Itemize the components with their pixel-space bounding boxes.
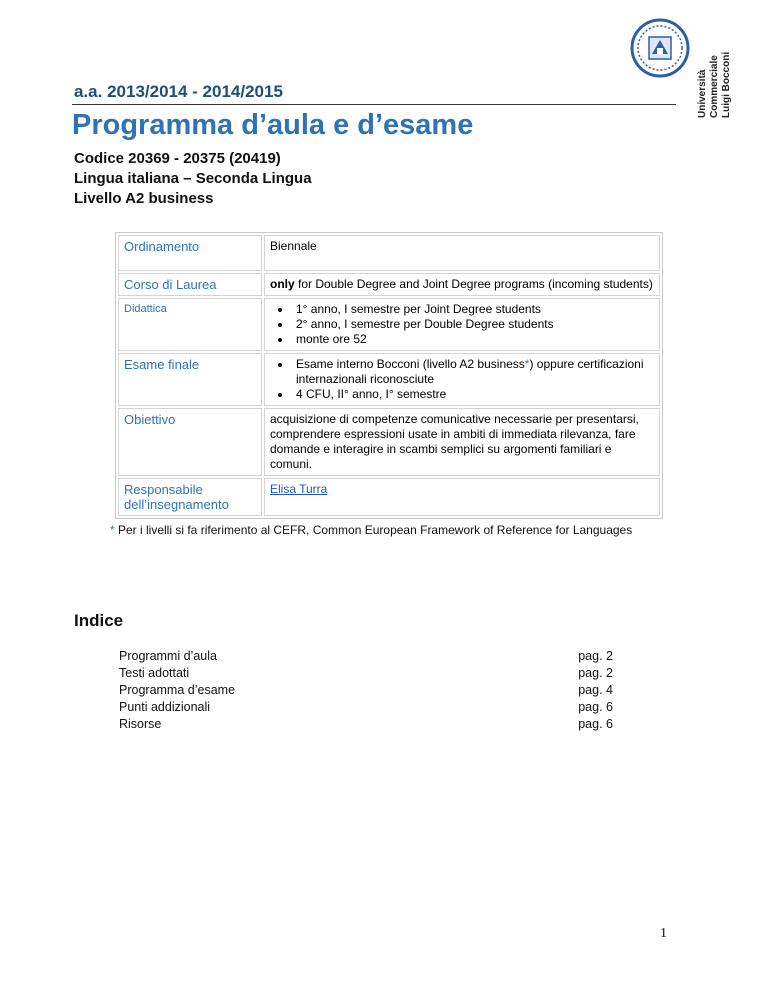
asterisk-mark: * — [524, 357, 530, 371]
table-row — [118, 235, 660, 271]
row-label-obiettivo: Obiettivo — [118, 408, 262, 476]
footnote-text: Per i livelli si fa riferimento al CEFR, Common European Framework of Reference for Languages — [114, 523, 633, 537]
academic-year: a.a. 2013/2014 - 2014/2015 — [74, 82, 283, 101]
row-label-corso: Corso di Laurea — [118, 273, 262, 296]
index-entry-page: pag. 4 — [578, 683, 613, 697]
table-row — [118, 478, 660, 516]
index-list — [119, 648, 613, 733]
footnote-asterisk: * — [110, 523, 115, 537]
index-entry-page: pag. 2 — [578, 649, 613, 663]
list-item[interactable] — [119, 699, 613, 716]
index-entry-label: Programma d’esame — [119, 683, 236, 697]
course-code: Codice 20369 - 20375 (20419) — [74, 150, 281, 167]
row-value-corso — [264, 273, 660, 296]
list-item[interactable] — [119, 682, 613, 699]
list-item: • 1° anno, I semestre per Joint Degree students — [292, 302, 654, 317]
corso-value-bold: only — [270, 277, 295, 291]
index-entry-page: pag. 2 — [578, 666, 613, 680]
table-row — [118, 353, 660, 406]
list-item — [292, 357, 654, 387]
university-logo — [630, 18, 690, 78]
row-label-didattica: Didattica — [118, 298, 262, 351]
list-item: • monte ore 52 — [292, 332, 654, 347]
list-item[interactable] — [119, 716, 613, 733]
list-item: • 4 CFU, II° anno, I° semestre — [292, 387, 654, 402]
row-value-responsabile — [264, 478, 660, 516]
course-info-table — [115, 232, 663, 519]
university-name-line2: Luigi Bocconi — [721, 51, 732, 118]
row-label-ordinamento: Ordinamento — [118, 235, 262, 271]
index-entry-label: Testi adottati — [119, 666, 190, 680]
university-name-line1: Università Commerciale — [697, 55, 720, 118]
row-value-didattica — [264, 298, 660, 351]
index-entry-label: Risorse — [119, 717, 162, 731]
university-name-vertical — [697, 8, 732, 118]
row-value-esame — [264, 353, 660, 406]
page-number: 1 — [660, 926, 667, 941]
list-item: • 2° anno, I semestre per Double Degree students — [292, 317, 654, 332]
row-label-responsabile: Responsabile dell’insegnamento — [118, 478, 262, 516]
row-label-esame: Esame finale — [118, 353, 262, 406]
row-value-ordinamento: Biennale — [264, 235, 660, 271]
responsabile-link[interactable]: Elisa Turra — [270, 482, 328, 496]
course-level: Livello A2 business — [74, 190, 214, 207]
corso-value-rest: for Double Degree and Joint Degree programs (incoming students) — [294, 277, 653, 291]
esame-item1-post: ) oppure certificazioni internazionali riconosciute — [296, 357, 644, 386]
table-row — [118, 408, 660, 476]
index-title: Indice — [74, 611, 124, 630]
table-row — [118, 298, 660, 351]
table-row — [118, 273, 660, 296]
list-item[interactable] — [119, 665, 613, 682]
list-item[interactable] — [119, 648, 613, 665]
esame-item1-pre: Esame interno Bocconi (livello A2 business — [296, 357, 525, 371]
row-value-obiettivo: acquisizione di competenze comunicative necessarie per presentarsi, comprendere espressioni usate in ambiti di immediata rilevanza, fare domande e interagire in scambi semplici su argomenti familiari e comuni. — [264, 408, 660, 476]
index-entry-label: Programmi d’aula — [119, 649, 217, 663]
index-entry-label: Punti addizionali — [119, 700, 211, 714]
index-entry-page: pag. 6 — [578, 717, 613, 731]
page-title: Programma d’aula e d’esame — [72, 109, 474, 141]
header-divider — [72, 104, 676, 105]
index-entry-page: pag. 6 — [578, 700, 613, 714]
course-language: Lingua italiana – Seconda Lingua — [74, 170, 312, 187]
footnote — [110, 523, 632, 537]
